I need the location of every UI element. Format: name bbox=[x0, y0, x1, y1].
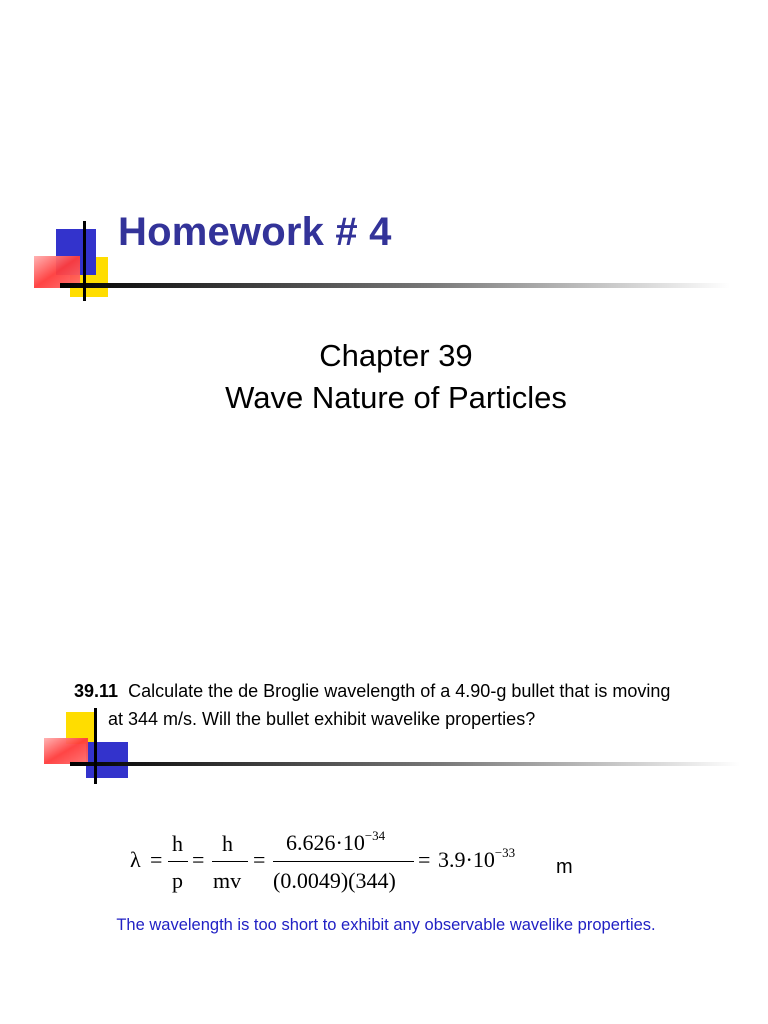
fraction-3-numerator: $6.626\cdot 10^{-34}$ bbox=[286, 828, 386, 855]
slide-problem bbox=[0, 576, 768, 1024]
equals-sign: = bbox=[253, 847, 266, 872]
problem-number: 39.11 bbox=[74, 681, 119, 701]
equals-sign: = bbox=[150, 847, 163, 872]
problem-line-2: at 344 m/s. Will the bullet exhibit wavelike properties? bbox=[108, 709, 536, 729]
fraction-1-bar bbox=[168, 861, 188, 862]
vertical-rule bbox=[83, 221, 86, 301]
title-rule bbox=[60, 283, 730, 288]
lambda-symbol: λ bbox=[130, 847, 141, 872]
fraction-2-numerator: h bbox=[222, 831, 233, 856]
chapter-label: Chapter 39 bbox=[319, 338, 473, 373]
wavelength-equation bbox=[0, 576, 768, 1024]
equals-sign: = bbox=[192, 847, 205, 872]
unit-label: m bbox=[556, 856, 573, 878]
chapter-title: Wave Nature of Particles bbox=[225, 380, 567, 415]
problem-line-1: Calculate the de Broglie wavelength of a 4.90-g bullet that is moving bbox=[128, 681, 671, 701]
fraction-1-numerator: h bbox=[172, 831, 183, 856]
page-title: Homework # 4 bbox=[118, 210, 392, 254]
fraction-2-bar bbox=[212, 861, 248, 862]
result-value: $3.9\cdot 10^{-33}$ bbox=[438, 845, 516, 872]
fraction-2-denominator: mv bbox=[213, 868, 242, 893]
fraction-1-denominator: p bbox=[172, 868, 183, 893]
fraction-3-denominator: (0.0049)(344) bbox=[273, 868, 396, 893]
equals-sign: = bbox=[418, 847, 431, 872]
fraction-3-bar bbox=[273, 861, 414, 862]
answer-text: The wavelength is too short to exhibit any observable wavelike properties. bbox=[116, 916, 656, 934]
